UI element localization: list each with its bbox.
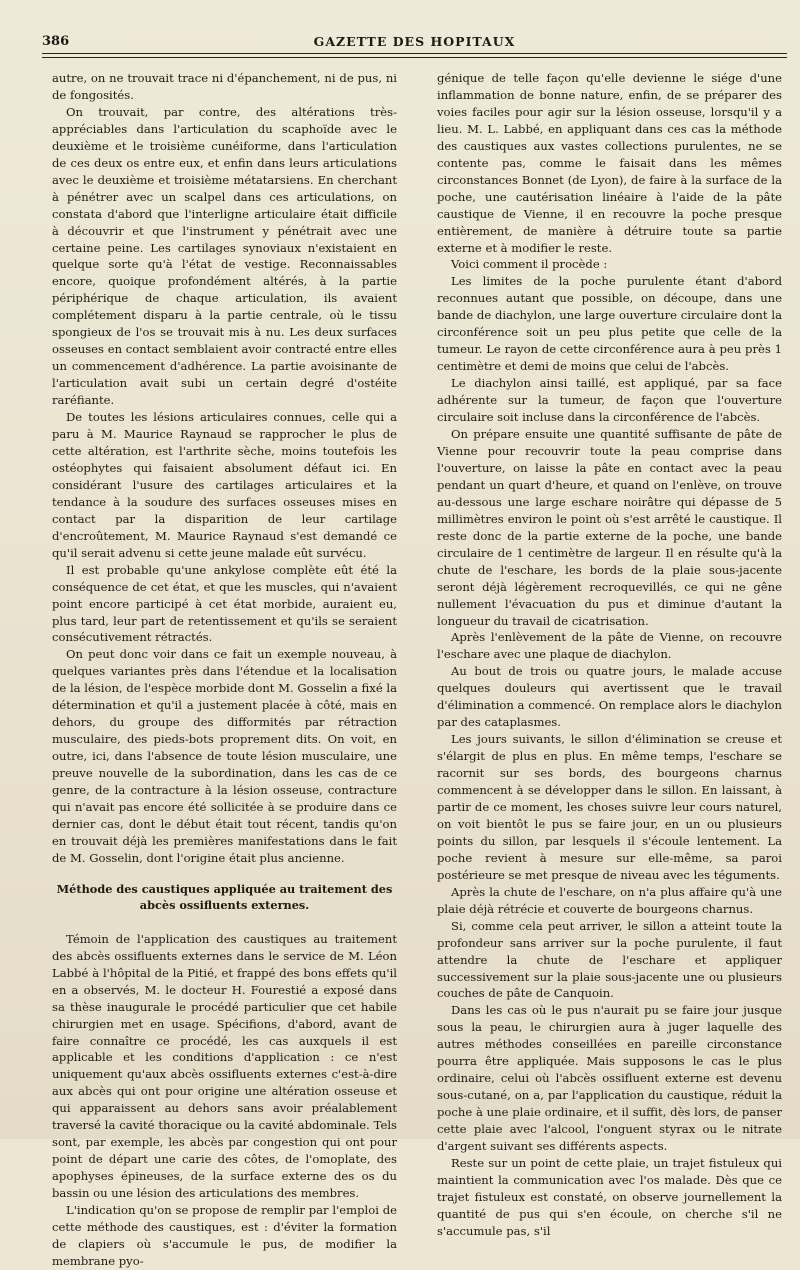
page-header — [42, 30, 787, 52]
paragraph: Il est probable qu'une ankylose complète eût été la conséquence de cet état, et que les muscles, qui n'avaient point encore participé à cet état morbide, auraient eu, plus tard, leur part de retentissement et qu'ils se seraient consécutivement rétractés. — [52, 562, 397, 645]
paragraph: Après l'enlèvement de la pâte de Vienne, on recouvre l'eschare avec une plaque de diachylon. — [437, 630, 782, 662]
paragraph: Témoin de l'application des caustiques au traitement des abcès ossifluents externes dans le service de M. Léon Labbé à l'hôpital de la Pitié, et frappé des bons effets qu'il en a observés, M. le docteur H. Fourestié a exposé dans sa thèse inaugurale le procédé particulier que cet habile chirurgien met en usage. Spécifions, d'abord, avant de faire connaître ce procédé, les cas auxquels il est applicable et les conditions d'application : ce n'est uniquement qu'aux abcès ossifluents externes c'est-à-dire aux abcès qui ont pour origine une altération osseuse et qui apparaissent au dehors sans avoir préalablement traversé la cavité thoracique ou la cavité abdominale. Tels sont, par exemple, les abcès par congestion qui ont pour point de départ une carie des côtes, de l'omoplate, des apophyses épineuses, de la surface externe des os du bassin ou une lésion des articulations des membres. — [52, 931, 397, 1201]
paragraph: Reste sur un point de cette plaie, un trajet fistuleux qui maintient la communication avec l'os malade. Dès que ce trajet fistuleux est constaté, on observe journellement la quantité de pus qui s'en écoule, on cherche s'il ne s'accumule pas, s'il — [437, 1156, 782, 1238]
left-column — [52, 70, 397, 1268]
header-rule — [42, 53, 787, 54]
paragraph: Dans les cas où le pus n'aurait pu se faire jour jusque sous la peau, le chirurgien aura à juger laquelle des autres méthodes conseillées en pareille circonstance pourra être appliquée. Mais supposons le cas le plus ordinaire, celui où l'abcès ossifluent externe est devenu sous-cutané, on a, par l'application du caustique, réduit la poche à une plaie ordinaire, et il suffit, dès lors, de panser cette plaie avec l'alcool, l'onguent styrax ou le nitrate d'argent suivant ses différents aspects. — [437, 1003, 782, 1154]
paragraph: On trouvait, par contre, des altérations très-appréciables dans l'articulation du scaphoïde avec le deuxième et le troisième cunéiforme, dans l'articulation de ces deux os entre eux, et enfin dans leurs articulations avec le deuxième et troisième métatarsiens. En cherchant à pénétrer avec un scalpel dans ces articulations, on constata d'abord que l'interligne articulaire était difficile à découvrir et que l'instrument y pénétrait avec une certaine peine. Les cartilages synoviaux n'existaient en quelque sorte qu'à l'état de vestige. Reconnaissables encore, quoique profondément altérés, à la partie périphérique de chaque articulation, ils avaient complétement disparu à la partie centrale, où le tissu spongieux de l'os se trouvait mis à nu. Les deux surfaces osseuses en contact semblaient avoir contracté entre elles un commencement d'adhérence. La partie avoisinante de l'articulation avait subi un certain degré d'ostéite raréfiante. — [52, 104, 397, 408]
journal-title: GAZETTE DES HOPITAUX — [313, 33, 516, 49]
paragraph: Voici comment il procède : — [451, 257, 608, 272]
paragraph: autre, on ne trouvait trace ni d'épanchement, ni de pus, ni de fongosités. — [52, 71, 397, 102]
paragraph: Au bout de trois ou quatre jours, le malade accuse quelques douleurs qui avertissent que le travail d'élimination a commencé. On remplace alors le diachylon par des cataplasmes. — [437, 664, 782, 730]
paragraph: génique de telle façon qu'elle devienne le siége d'une inflammation de bonne nature, enfin, de se préparer des voies faciles pour agir sur la lésion osseuse, lorsqu'il y a lieu. M. L. Labbé, en appliquant dans ces cas la méthode des caustiques aux vastes collections purulentes, ne se contente pas, comme le faisait dans les mêmes circonstances Bonnet (de Lyon), de faire à la surface de la poche, une cautérisation linéaire à l'aide de la pâte caustique de Vienne, il en recouvre la poche presque entièrement, de manière à détruire toute sa partie externe et à modifier le reste. — [437, 71, 782, 255]
paragraph: Après la chute de l'eschare, on n'a plus affaire qu'à une plaie déjà rétrécie et couverte de bourgeons charnus. — [437, 884, 782, 916]
paragraph: Si, comme cela peut arriver, le sillon a atteint toute la profondeur sans arriver sur la poche purulente, il faut attendre la chute de l'eschare et appliquer successivement sur la plaie sous-jacente une ou plusieurs couches de pâte de Canquoin. — [437, 918, 782, 1001]
paragraph: On peut donc voir dans ce fait un exemple nouveau, à quelques variantes près dans l'étendue et la localisation de la lésion, de l'espèce morbide dont M. Gosselin a fixé la détermination et qu'il a justement placée à côté, mais en dehors, du groupe des difformités par rétraction musculaire, des pieds-bots proprement dits. On voit, en outre, ici, dans l'absence de toute lésion musculaire, une preuve nouvelle de la subordination, dans les cas de ce genre, de la contracture à la lésion osseuse, contracture qui n'avait pas encore été sollicitée à se produire dans ce dernier cas, dont le début était tout récent, tandis qu'on en trouvait déjà les premières manifestations dans le fait de M. Gosselin, dont l'origine était plus ancienne. — [52, 647, 397, 865]
paragraph: De toutes les lésions articulaires connues, celle qui a paru à M. Maurice Raynaud se rapprocher le plus de cette altération, est l'arthrite sèche, moins toutefois les ostéophytes qui faisaient absolument défaut ici. En considérant l'usure des cartilages articulaires et la tendance à la soudure des surfaces osseuses mises en contact par la disparition de leur cartilage d'encroûtement, M. Maurice Raynaud s'est demandé ce qu'il serait advenu si cette jeune malade eût survécu. — [52, 410, 397, 560]
text-columns — [52, 70, 782, 1268]
paragraph: Les limites de la poche purulente étant d'abord reconnues autant que possible, on découpe, dans une bande de diachylon, une large ouverture circulaire dont la circonférence soit un peu plus petite que celle de la tumeur. Le rayon de cette circonférence aura à peu près 1 centimètre et demi de moins que celui de l'abcès. — [437, 274, 782, 374]
paragraph: On prépare ensuite une quantité suffisante de pâte de Vienne pour recouvrir toute la peau comprise dans l'ouverture, on laisse la pâte en contact avec la peau pendant un quart d'heure, et quand on l'enlève, on trouve au-dessous une large eschare noirâtre qui dépasse de 5 millimètres environ le point où s'est arrêté le caustique. Il reste donc de la partie externe de la poche, une bande circulaire de 1 centimètre de largeur. Il en résulte qu'à la chute de l'eschare, les bords de la plaie sous-jacente seront déjà légèrement recroquevillés, ce qui ne gêne nullement l'évacuation du pus et diminue d'autant la longueur du travail de cicatrisation. — [437, 427, 782, 628]
paragraph: Les jours suivants, le sillon d'élimination se creuse et s'élargit de plus en plus. En même temps, l'eschare se racornit sur ses bords, des bourgeons charnus commencent à se développer dans le sillon. En laissant, à partir de ce moment, les choses suivre leur cours naturel, on voit bientôt le pus se faire jour, en un ou plusieurs points du sillon, par lesquels il s'écoule lentement. La poche revient à mesure sur elle-même, sa paroi postérieure se met presque de niveau avec les téguments. — [437, 732, 782, 882]
right-column — [437, 70, 782, 1238]
section-heading: Méthode des caustiques appliquée au traitement des abcès ossifluents externes. — [56, 881, 393, 912]
paragraph: Le diachylon ainsi taillé, est appliqué, par sa face adhérente sur la tumeur, de façon que l'ouverture circulaire soit incluse dans la circonférence de l'abcès. — [437, 376, 782, 425]
paragraph: L'indication qu'on se propose de remplir par l'emploi de cette méthode des caustiques, est : d'éviter la formation de clapiers où s'accumule le pus, de modifier la membrane pyo- — [52, 1203, 397, 1268]
page-number: 386 — [42, 33, 70, 49]
header-rule-thin — [42, 57, 787, 58]
